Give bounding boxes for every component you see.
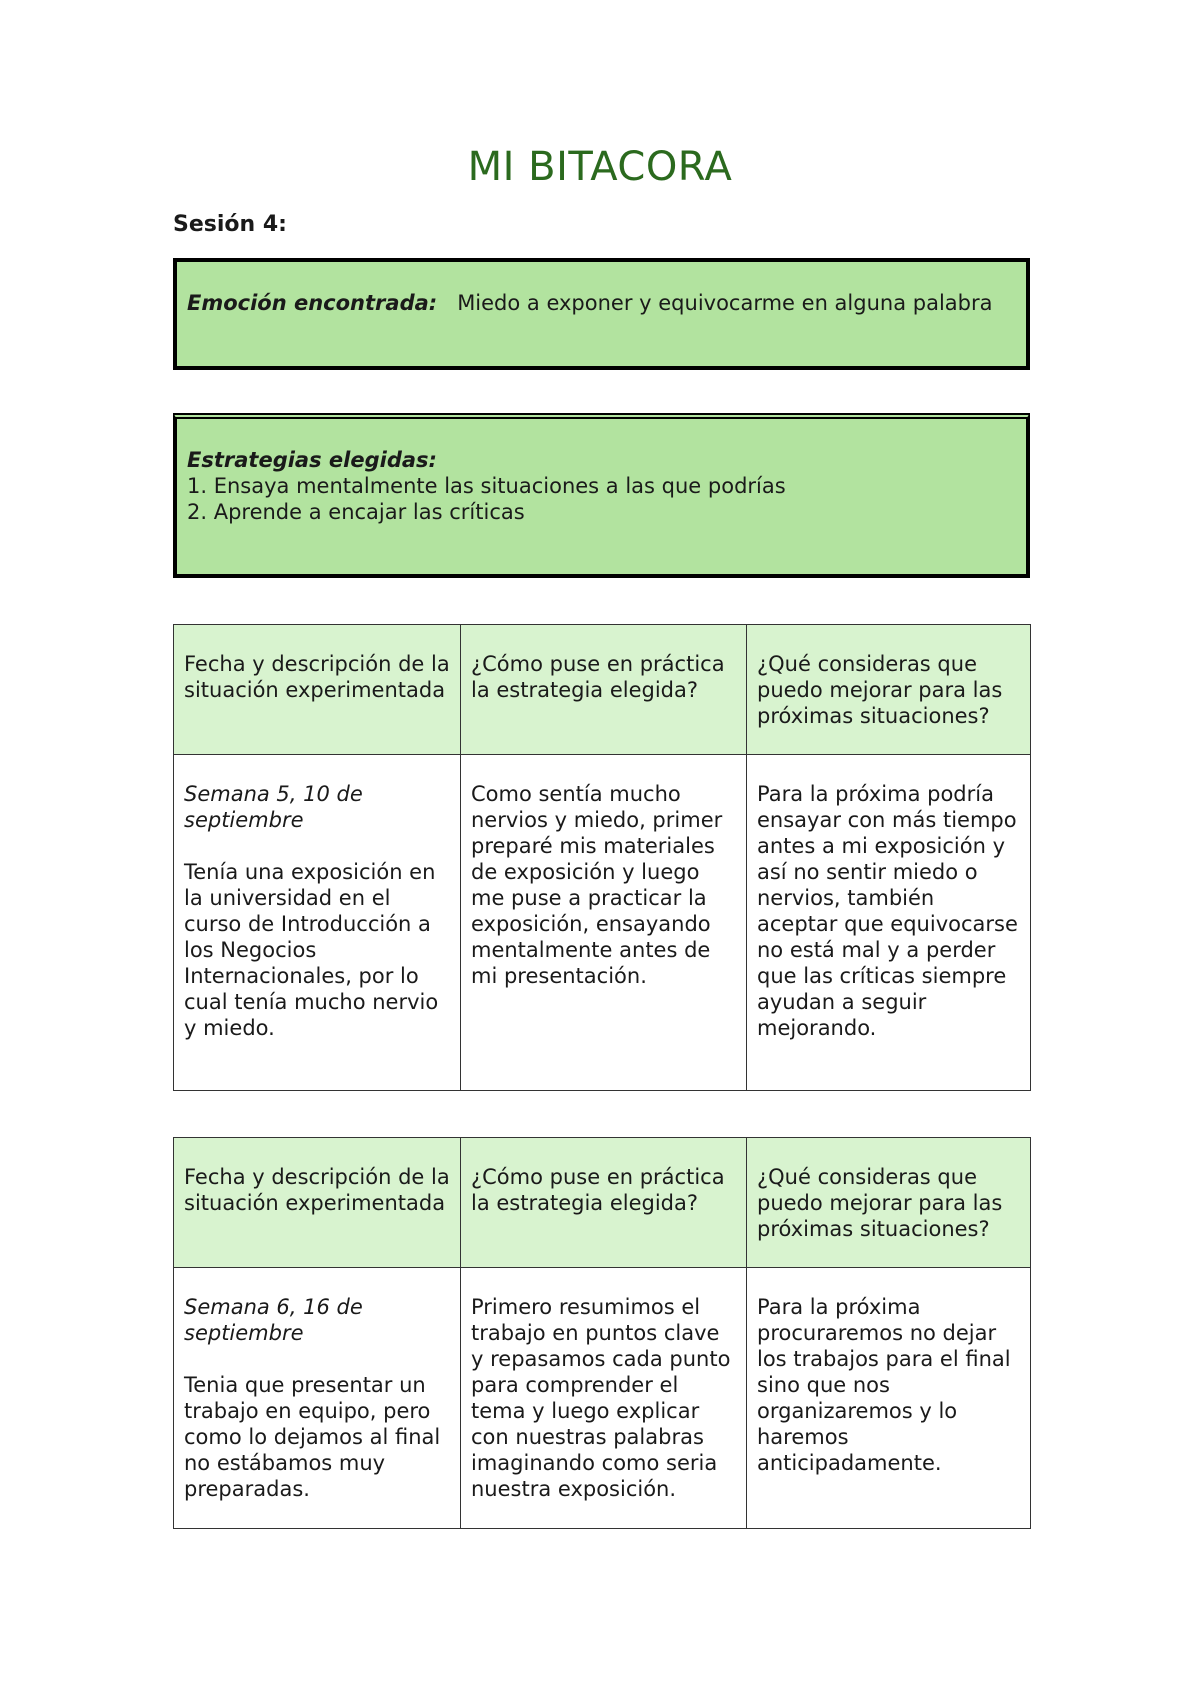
header-cell-practice: ¿Cómo puse en práctica la estrategia elegida? [461, 1138, 747, 1268]
header-cell-situation: Fecha y descripción de la situación experimentada [174, 625, 461, 755]
header-cell-improve: ¿Qué consideras que puedo mejorar para las próximas situaciones? [747, 1138, 1031, 1268]
table-header-row [174, 1138, 1031, 1268]
entry-date: Semana 5, 10 de septiembre [184, 782, 363, 832]
table-header-row [174, 625, 1031, 755]
bitacora-table-1 [173, 624, 1031, 1091]
header-cell-practice: ¿Cómo puse en práctica la estrategia elegida? [461, 625, 747, 755]
entry-situation: Tenía una exposición en la universidad en el curso de Introducción a los Negocios Internacionales, por lo cual tenía mucho nervio y miedo. [184, 860, 439, 1040]
situation-cell [174, 1268, 461, 1529]
emotion-label: Emoción encontrada: [187, 291, 438, 315]
entry-situation: Tenia que presentar un trabajo en equipo, pero como lo dejamos al final no estábamos muy preparadas. [184, 1373, 441, 1501]
improve-cell: Para la próxima podría ensayar con más tiempo antes a mi exposición y así no sentir miedo o nervios, también aceptar que equivocarse no está mal y a perder que las críticas siempre ayudan a seguir mejorando. [747, 755, 1031, 1091]
table-row [174, 1268, 1031, 1529]
page-title: MI BITACORA [467, 144, 733, 190]
practice-cell: Primero resumimos el trabajo en puntos clave y repasamos cada punto para comprender el tema y luego explicar con nuestras palabras imaginando como seria nuestra exposición. [461, 1268, 747, 1529]
strategy-item: 1. Ensaya mentalmente las situaciones a las que podrías [187, 474, 786, 498]
session-heading: Sesión 4: [173, 212, 287, 237]
practice-cell: Como sentía mucho nervios y miedo, primer preparé mis materiales de exposición y luego me puse a practicar la exposición, ensayando mentalmente antes de mi presentación. [461, 755, 747, 1091]
emotion-value: Miedo a exponer y equivocarme en alguna palabra [457, 291, 993, 315]
header-cell-situation: Fecha y descripción de la situación experimentada [174, 1138, 461, 1268]
strategies-box [173, 413, 1030, 578]
bitacora-table-2 [173, 1137, 1031, 1529]
table-row [174, 755, 1031, 1091]
entry-date: Semana 6, 16 de septiembre [184, 1295, 363, 1345]
strategy-item: 2. Aprende a encajar las críticas [187, 500, 525, 524]
situation-cell [174, 755, 461, 1091]
strategies-label: Estrategias elegidas: [187, 448, 437, 472]
emotion-box [173, 258, 1030, 370]
header-cell-improve: ¿Qué consideras que puedo mejorar para las próximas situaciones? [747, 625, 1031, 755]
improve-cell: Para la próxima procuraremos no dejar los trabajos para el final sino que nos organizaremos y lo haremos anticipadamente. [747, 1268, 1031, 1529]
